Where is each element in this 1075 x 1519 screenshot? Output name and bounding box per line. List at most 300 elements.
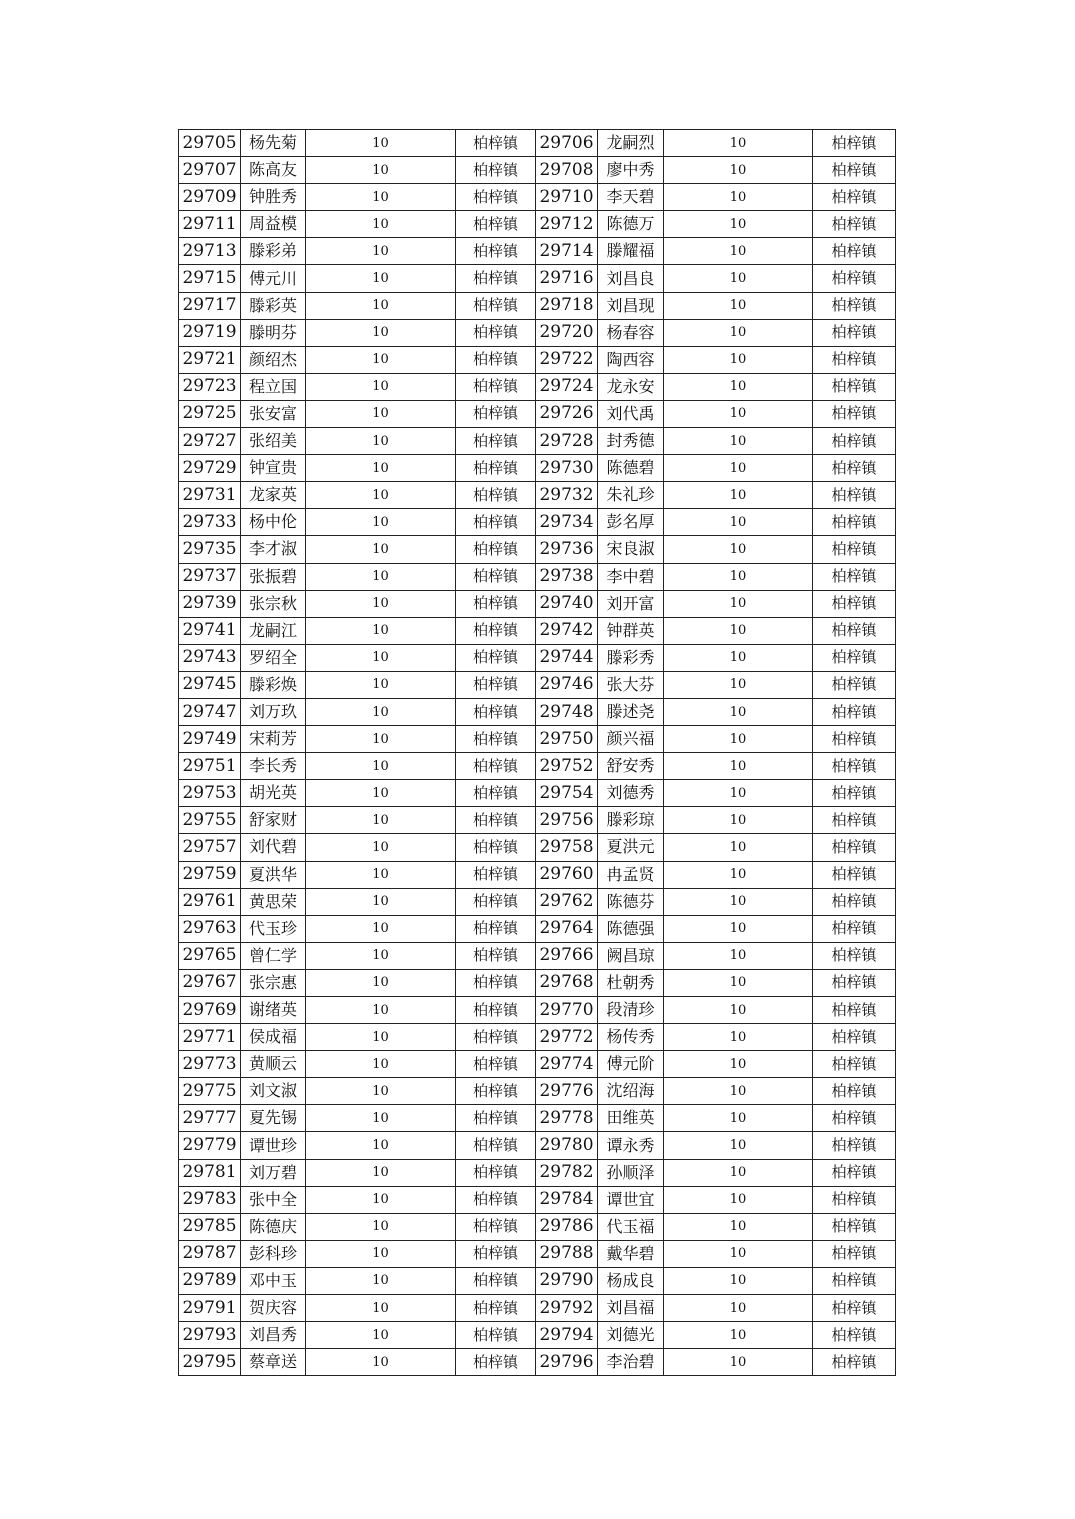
person-name-right: 廖中秀	[598, 157, 664, 184]
record-id-left: 29745	[179, 671, 241, 698]
town-right: 柏梓镇	[813, 1159, 896, 1186]
table-row	[179, 130, 896, 157]
person-name-left: 滕明芬	[241, 319, 306, 346]
table-row	[179, 238, 896, 265]
amount-left: 10	[306, 211, 456, 238]
person-name-left: 李长秀	[241, 753, 306, 780]
person-name-left: 刘万玖	[241, 698, 306, 725]
amount-right: 10	[664, 1051, 813, 1078]
record-id-left: 29791	[179, 1295, 241, 1322]
person-name-left: 钟胜秀	[241, 184, 306, 211]
town-right: 柏梓镇	[813, 1213, 896, 1240]
record-id-left: 29707	[179, 157, 241, 184]
record-id-left: 29705	[179, 130, 241, 157]
record-id-left: 29783	[179, 1186, 241, 1213]
amount-right: 10	[664, 400, 813, 427]
person-name-right: 沈绍海	[598, 1078, 664, 1105]
amount-right: 10	[664, 157, 813, 184]
town-left: 柏梓镇	[456, 184, 536, 211]
record-id-left: 29713	[179, 238, 241, 265]
town-left: 柏梓镇	[456, 617, 536, 644]
person-name-left: 钟宣贵	[241, 455, 306, 482]
town-right: 柏梓镇	[813, 428, 896, 455]
record-id-left: 29739	[179, 590, 241, 617]
amount-right: 10	[664, 834, 813, 861]
town-left: 柏梓镇	[456, 888, 536, 915]
amount-right: 10	[664, 617, 813, 644]
amount-left: 10	[306, 1024, 456, 1051]
record-id-left: 29747	[179, 698, 241, 725]
amount-left: 10	[306, 536, 456, 563]
amount-right: 10	[664, 428, 813, 455]
person-name-right: 田维英	[598, 1105, 664, 1132]
record-id-left: 29779	[179, 1132, 241, 1159]
record-id-left: 29711	[179, 211, 241, 238]
record-id-right: 29746	[536, 671, 598, 698]
town-right: 柏梓镇	[813, 509, 896, 536]
amount-right: 10	[664, 1159, 813, 1186]
table-row	[179, 590, 896, 617]
record-id-right: 29726	[536, 400, 598, 427]
amount-right: 10	[664, 780, 813, 807]
table-row	[179, 1186, 896, 1213]
amount-left: 10	[306, 997, 456, 1024]
amount-left: 10	[306, 644, 456, 671]
person-name-left: 陈德庆	[241, 1213, 306, 1240]
town-left: 柏梓镇	[456, 861, 536, 888]
amount-left: 10	[306, 969, 456, 996]
amount-left: 10	[306, 455, 456, 482]
town-right: 柏梓镇	[813, 536, 896, 563]
record-id-right: 29722	[536, 346, 598, 373]
amount-left: 10	[306, 130, 456, 157]
record-id-left: 29787	[179, 1240, 241, 1267]
table-row	[179, 726, 896, 753]
town-right: 柏梓镇	[813, 400, 896, 427]
town-left: 柏梓镇	[456, 211, 536, 238]
town-right: 柏梓镇	[813, 1024, 896, 1051]
person-name-right: 陈德强	[598, 915, 664, 942]
record-id-right: 29778	[536, 1105, 598, 1132]
town-left: 柏梓镇	[456, 130, 536, 157]
table-row	[179, 1349, 896, 1376]
amount-right: 10	[664, 915, 813, 942]
record-id-right: 29796	[536, 1349, 598, 1376]
table-row	[179, 292, 896, 319]
record-id-left: 29793	[179, 1322, 241, 1349]
person-name-right: 颜兴福	[598, 726, 664, 753]
record-id-right: 29742	[536, 617, 598, 644]
record-id-left: 29781	[179, 1159, 241, 1186]
table-row	[179, 373, 896, 400]
amount-left: 10	[306, 1322, 456, 1349]
town-left: 柏梓镇	[456, 969, 536, 996]
amount-left: 10	[306, 509, 456, 536]
amount-left: 10	[306, 590, 456, 617]
table-row	[179, 400, 896, 427]
table-row	[179, 482, 896, 509]
record-id-left: 29789	[179, 1267, 241, 1294]
record-id-left: 29767	[179, 969, 241, 996]
town-right: 柏梓镇	[813, 888, 896, 915]
town-left: 柏梓镇	[456, 563, 536, 590]
town-left: 柏梓镇	[456, 292, 536, 319]
town-right: 柏梓镇	[813, 265, 896, 292]
amount-left: 10	[306, 753, 456, 780]
amount-left: 10	[306, 482, 456, 509]
record-id-left: 29777	[179, 1105, 241, 1132]
record-id-right: 29772	[536, 1024, 598, 1051]
person-name-left: 张安富	[241, 400, 306, 427]
person-name-right: 舒安秀	[598, 753, 664, 780]
table-row	[179, 265, 896, 292]
town-left: 柏梓镇	[456, 157, 536, 184]
amount-left: 10	[306, 1295, 456, 1322]
record-id-left: 29725	[179, 400, 241, 427]
record-id-left: 29785	[179, 1213, 241, 1240]
amount-right: 10	[664, 1186, 813, 1213]
record-id-left: 29721	[179, 346, 241, 373]
town-left: 柏梓镇	[456, 997, 536, 1024]
town-right: 柏梓镇	[813, 671, 896, 698]
town-left: 柏梓镇	[456, 590, 536, 617]
town-right: 柏梓镇	[813, 942, 896, 969]
amount-right: 10	[664, 536, 813, 563]
amount-left: 10	[306, 698, 456, 725]
table-row	[179, 1267, 896, 1294]
amount-right: 10	[664, 455, 813, 482]
table-row	[179, 644, 896, 671]
person-name-left: 张宗惠	[241, 969, 306, 996]
amount-left: 10	[306, 726, 456, 753]
person-name-left: 张绍美	[241, 428, 306, 455]
town-left: 柏梓镇	[456, 671, 536, 698]
person-name-left: 杨中伦	[241, 509, 306, 536]
amount-left: 10	[306, 400, 456, 427]
table-row	[179, 346, 896, 373]
amount-right: 10	[664, 1322, 813, 1349]
amount-right: 10	[664, 238, 813, 265]
table-row	[179, 1240, 896, 1267]
record-id-right: 29710	[536, 184, 598, 211]
person-name-right: 代玉福	[598, 1213, 664, 1240]
person-name-right: 段清珍	[598, 997, 664, 1024]
record-id-left: 29735	[179, 536, 241, 563]
person-name-right: 龙嗣烈	[598, 130, 664, 157]
amount-right: 10	[664, 861, 813, 888]
town-right: 柏梓镇	[813, 997, 896, 1024]
person-name-left: 张宗秋	[241, 590, 306, 617]
town-left: 柏梓镇	[456, 346, 536, 373]
town-left: 柏梓镇	[456, 265, 536, 292]
town-right: 柏梓镇	[813, 969, 896, 996]
table-row	[179, 563, 896, 590]
person-name-left: 张振碧	[241, 563, 306, 590]
table-row	[179, 319, 896, 346]
record-id-right: 29756	[536, 807, 598, 834]
town-right: 柏梓镇	[813, 157, 896, 184]
record-id-left: 29741	[179, 617, 241, 644]
amount-left: 10	[306, 617, 456, 644]
amount-left: 10	[306, 1267, 456, 1294]
record-id-left: 29757	[179, 834, 241, 861]
town-right: 柏梓镇	[813, 834, 896, 861]
amount-left: 10	[306, 319, 456, 346]
town-left: 柏梓镇	[456, 1322, 536, 1349]
amount-left: 10	[306, 1240, 456, 1267]
town-left: 柏梓镇	[456, 1132, 536, 1159]
town-left: 柏梓镇	[456, 536, 536, 563]
amount-right: 10	[664, 590, 813, 617]
amount-right: 10	[664, 942, 813, 969]
record-id-left: 29773	[179, 1051, 241, 1078]
record-id-right: 29780	[536, 1132, 598, 1159]
person-name-left: 刘文淑	[241, 1078, 306, 1105]
town-left: 柏梓镇	[456, 400, 536, 427]
record-id-right: 29724	[536, 373, 598, 400]
town-right: 柏梓镇	[813, 1267, 896, 1294]
amount-right: 10	[664, 1295, 813, 1322]
record-id-right: 29712	[536, 211, 598, 238]
person-name-right: 谭世宜	[598, 1186, 664, 1213]
person-name-right: 刘开富	[598, 590, 664, 617]
amount-left: 10	[306, 1078, 456, 1105]
record-id-left: 29795	[179, 1349, 241, 1376]
town-right: 柏梓镇	[813, 346, 896, 373]
person-name-left: 颜绍杰	[241, 346, 306, 373]
amount-right: 10	[664, 753, 813, 780]
person-name-left: 罗绍全	[241, 644, 306, 671]
town-left: 柏梓镇	[456, 1186, 536, 1213]
amount-left: 10	[306, 1105, 456, 1132]
town-right: 柏梓镇	[813, 563, 896, 590]
person-name-right: 李中碧	[598, 563, 664, 590]
amount-left: 10	[306, 1213, 456, 1240]
amount-right: 10	[664, 726, 813, 753]
amount-left: 10	[306, 780, 456, 807]
person-name-left: 傅元川	[241, 265, 306, 292]
record-id-right: 29770	[536, 997, 598, 1024]
record-id-right: 29786	[536, 1213, 598, 1240]
record-id-left: 29753	[179, 780, 241, 807]
amount-right: 10	[664, 1349, 813, 1376]
town-right: 柏梓镇	[813, 726, 896, 753]
amount-right: 10	[664, 1267, 813, 1294]
record-id-right: 29782	[536, 1159, 598, 1186]
town-right: 柏梓镇	[813, 238, 896, 265]
roster-body	[179, 130, 896, 1376]
record-id-left: 29761	[179, 888, 241, 915]
record-id-right: 29758	[536, 834, 598, 861]
record-id-right: 29744	[536, 644, 598, 671]
person-name-left: 陈高友	[241, 157, 306, 184]
town-right: 柏梓镇	[813, 617, 896, 644]
amount-left: 10	[306, 915, 456, 942]
amount-left: 10	[306, 157, 456, 184]
amount-right: 10	[664, 698, 813, 725]
record-id-right: 29736	[536, 536, 598, 563]
town-right: 柏梓镇	[813, 1132, 896, 1159]
amount-left: 10	[306, 1132, 456, 1159]
amount-right: 10	[664, 319, 813, 346]
record-id-right: 29750	[536, 726, 598, 753]
table-row	[179, 1159, 896, 1186]
record-id-left: 29733	[179, 509, 241, 536]
person-name-right: 杨传秀	[598, 1024, 664, 1051]
town-left: 柏梓镇	[456, 1105, 536, 1132]
person-name-right: 陈德万	[598, 211, 664, 238]
amount-left: 10	[306, 292, 456, 319]
town-right: 柏梓镇	[813, 780, 896, 807]
town-left: 柏梓镇	[456, 753, 536, 780]
town-right: 柏梓镇	[813, 482, 896, 509]
amount-right: 10	[664, 184, 813, 211]
amount-left: 10	[306, 1051, 456, 1078]
town-right: 柏梓镇	[813, 1295, 896, 1322]
town-left: 柏梓镇	[456, 807, 536, 834]
person-name-right: 戴华碧	[598, 1240, 664, 1267]
amount-right: 10	[664, 130, 813, 157]
table-row	[179, 698, 896, 725]
person-name-right: 傅元阶	[598, 1051, 664, 1078]
table-row	[179, 509, 896, 536]
record-id-left: 29771	[179, 1024, 241, 1051]
town-left: 柏梓镇	[456, 428, 536, 455]
town-left: 柏梓镇	[456, 1349, 536, 1376]
amount-left: 10	[306, 807, 456, 834]
amount-left: 10	[306, 563, 456, 590]
person-name-right: 夏洪元	[598, 834, 664, 861]
town-right: 柏梓镇	[813, 644, 896, 671]
record-id-right: 29774	[536, 1051, 598, 1078]
town-right: 柏梓镇	[813, 184, 896, 211]
amount-right: 10	[664, 1213, 813, 1240]
person-name-right: 封秀德	[598, 428, 664, 455]
person-name-right: 刘昌福	[598, 1295, 664, 1322]
person-name-left: 杨先菊	[241, 130, 306, 157]
amount-right: 10	[664, 997, 813, 1024]
town-left: 柏梓镇	[456, 1078, 536, 1105]
amount-right: 10	[664, 509, 813, 536]
amount-right: 10	[664, 807, 813, 834]
table-row	[179, 671, 896, 698]
amount-left: 10	[306, 671, 456, 698]
record-id-left: 29731	[179, 482, 241, 509]
town-right: 柏梓镇	[813, 1322, 896, 1349]
amount-left: 10	[306, 888, 456, 915]
person-name-left: 胡光英	[241, 780, 306, 807]
table-row	[179, 1051, 896, 1078]
table-row	[179, 915, 896, 942]
record-id-left: 29737	[179, 563, 241, 590]
person-name-left: 李才淑	[241, 536, 306, 563]
person-name-left: 程立国	[241, 373, 306, 400]
person-name-left: 谢绪英	[241, 997, 306, 1024]
table-row	[179, 1105, 896, 1132]
record-id-right: 29764	[536, 915, 598, 942]
person-name-right: 宋良淑	[598, 536, 664, 563]
table-row	[179, 211, 896, 238]
record-id-right: 29718	[536, 292, 598, 319]
record-id-right: 29740	[536, 590, 598, 617]
record-id-left: 29715	[179, 265, 241, 292]
town-right: 柏梓镇	[813, 1078, 896, 1105]
town-left: 柏梓镇	[456, 1267, 536, 1294]
record-id-right: 29754	[536, 780, 598, 807]
record-id-left: 29717	[179, 292, 241, 319]
person-name-left: 龙嗣江	[241, 617, 306, 644]
amount-left: 10	[306, 184, 456, 211]
person-name-left: 黄顺云	[241, 1051, 306, 1078]
record-id-right: 29716	[536, 265, 598, 292]
person-name-left: 刘昌秀	[241, 1322, 306, 1349]
record-id-right: 29706	[536, 130, 598, 157]
amount-right: 10	[664, 1078, 813, 1105]
record-id-right: 29766	[536, 942, 598, 969]
person-name-right: 刘德光	[598, 1322, 664, 1349]
person-name-left: 张中全	[241, 1186, 306, 1213]
amount-right: 10	[664, 969, 813, 996]
amount-right: 10	[664, 563, 813, 590]
town-right: 柏梓镇	[813, 1349, 896, 1376]
person-name-right: 阙昌琼	[598, 942, 664, 969]
amount-left: 10	[306, 1159, 456, 1186]
record-id-right: 29720	[536, 319, 598, 346]
record-id-left: 29759	[179, 861, 241, 888]
person-name-right: 刘代禹	[598, 400, 664, 427]
town-right: 柏梓镇	[813, 130, 896, 157]
table-row	[179, 753, 896, 780]
town-right: 柏梓镇	[813, 861, 896, 888]
town-left: 柏梓镇	[456, 1159, 536, 1186]
record-id-right: 29768	[536, 969, 598, 996]
person-name-right: 滕耀福	[598, 238, 664, 265]
record-id-right: 29760	[536, 861, 598, 888]
town-left: 柏梓镇	[456, 319, 536, 346]
table-row	[179, 157, 896, 184]
amount-right: 10	[664, 1024, 813, 1051]
amount-left: 10	[306, 1186, 456, 1213]
record-id-right: 29734	[536, 509, 598, 536]
table-row	[179, 1213, 896, 1240]
town-left: 柏梓镇	[456, 698, 536, 725]
person-name-left: 滕彩焕	[241, 671, 306, 698]
record-id-right: 29776	[536, 1078, 598, 1105]
person-name-right: 冉孟贤	[598, 861, 664, 888]
town-right: 柏梓镇	[813, 753, 896, 780]
town-right: 柏梓镇	[813, 373, 896, 400]
record-id-right: 29730	[536, 455, 598, 482]
town-left: 柏梓镇	[456, 644, 536, 671]
person-name-left: 舒家财	[241, 807, 306, 834]
person-name-left: 周益模	[241, 211, 306, 238]
town-left: 柏梓镇	[456, 238, 536, 265]
person-name-right: 杜朝秀	[598, 969, 664, 996]
person-name-left: 曾仁学	[241, 942, 306, 969]
amount-right: 10	[664, 346, 813, 373]
town-left: 柏梓镇	[456, 726, 536, 753]
town-right: 柏梓镇	[813, 455, 896, 482]
amount-right: 10	[664, 1105, 813, 1132]
record-id-left: 29719	[179, 319, 241, 346]
table-row	[179, 1322, 896, 1349]
town-left: 柏梓镇	[456, 1240, 536, 1267]
amount-left: 10	[306, 238, 456, 265]
record-id-right: 29784	[536, 1186, 598, 1213]
town-right: 柏梓镇	[813, 1051, 896, 1078]
amount-left: 10	[306, 346, 456, 373]
town-left: 柏梓镇	[456, 780, 536, 807]
